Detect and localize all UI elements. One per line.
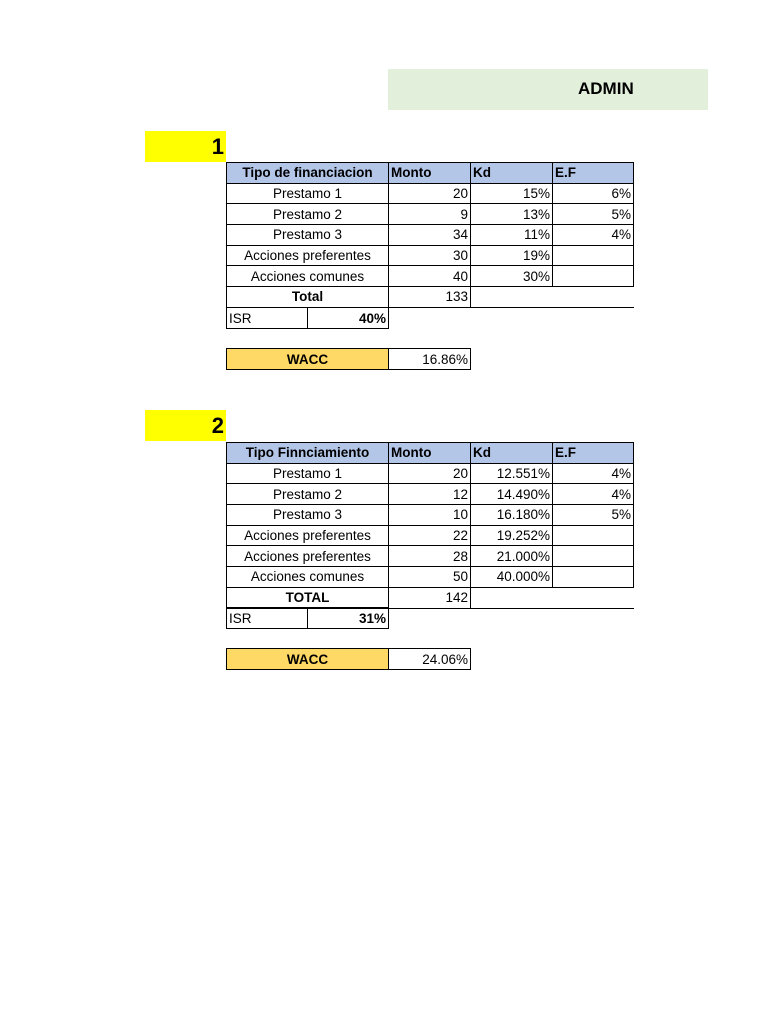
cell-ef[interactable] [553, 546, 634, 567]
section-1-isr [226, 307, 389, 329]
banner-title: ADMIN [578, 79, 634, 98]
header-tipo[interactable]: Tipo de financiacion [227, 163, 389, 184]
cell-tipo[interactable]: Prestamo 1 [227, 463, 389, 484]
cell-ef[interactable]: 4% [553, 484, 634, 505]
table-row [227, 546, 634, 567]
isr-value[interactable]: 31% [308, 608, 389, 629]
table-row [227, 204, 634, 225]
section-2-wacc [226, 648, 471, 670]
header-ef[interactable]: E.F [553, 163, 634, 184]
cell-kd[interactable]: 14.490% [471, 484, 553, 505]
title-banner [388, 69, 708, 110]
header-monto[interactable]: Monto [389, 163, 471, 184]
isr-label[interactable]: ISR [227, 308, 308, 329]
total-empty-kd[interactable] [471, 287, 553, 308]
section-1-number: 1 [211, 134, 224, 159]
table-header-row [227, 163, 634, 184]
cell-tipo[interactable]: Prestamo 3 [227, 225, 389, 246]
cell-monto[interactable]: 20 [389, 183, 471, 204]
table-row [227, 463, 634, 484]
cell-kd[interactable]: 19% [471, 245, 553, 266]
cell-ef[interactable]: 5% [553, 204, 634, 225]
cell-monto[interactable]: 34 [389, 225, 471, 246]
total-empty-kd[interactable] [471, 587, 553, 608]
cell-ef[interactable]: 4% [553, 225, 634, 246]
cell-kd[interactable]: 16.180% [471, 505, 553, 526]
cell-kd[interactable]: 19.252% [471, 525, 553, 546]
cell-ef[interactable]: 6% [553, 183, 634, 204]
cell-ef[interactable]: 4% [553, 463, 634, 484]
header-monto[interactable]: Monto [389, 443, 471, 464]
cell-ef[interactable] [553, 567, 634, 588]
total-value[interactable]: 142 [389, 587, 471, 608]
cell-kd[interactable]: 40.000% [471, 567, 553, 588]
wacc-label[interactable]: WACC [227, 349, 389, 370]
cell-tipo[interactable]: Prestamo 1 [227, 183, 389, 204]
cell-kd[interactable]: 15% [471, 183, 553, 204]
cell-ef[interactable] [553, 245, 634, 266]
section-2-number-cell[interactable] [145, 410, 226, 441]
cell-tipo[interactable]: Acciones comunes [227, 567, 389, 588]
table-row [227, 183, 634, 204]
wacc-value[interactable]: 24.06% [389, 649, 471, 670]
cell-tipo[interactable]: Prestamo 2 [227, 204, 389, 225]
cell-monto[interactable]: 50 [389, 567, 471, 588]
cell-kd[interactable]: 21.000% [471, 546, 553, 567]
table-row [227, 567, 634, 588]
cell-kd[interactable]: 30% [471, 266, 553, 287]
header-ef[interactable]: E.F [553, 443, 634, 464]
section-2-financing-table [226, 442, 634, 609]
cell-ef[interactable] [553, 525, 634, 546]
cell-ef[interactable] [553, 266, 634, 287]
wacc-value[interactable]: 16.86% [389, 349, 471, 370]
section-1-wacc [226, 348, 471, 370]
total-row [227, 287, 634, 308]
cell-kd[interactable]: 11% [471, 225, 553, 246]
cell-kd[interactable]: 12.551% [471, 463, 553, 484]
table-row [227, 484, 634, 505]
table-row [227, 245, 634, 266]
section-1-financing-table [226, 162, 634, 308]
section-2-isr [226, 607, 389, 629]
section-1-number-cell[interactable] [145, 131, 226, 162]
cell-monto[interactable]: 40 [389, 266, 471, 287]
table-row [227, 505, 634, 526]
cell-monto[interactable]: 22 [389, 525, 471, 546]
cell-monto[interactable]: 9 [389, 204, 471, 225]
table-row [227, 225, 634, 246]
header-kd[interactable]: Kd [471, 443, 553, 464]
header-kd[interactable]: Kd [471, 163, 553, 184]
total-value[interactable]: 133 [389, 287, 471, 308]
cell-monto[interactable]: 30 [389, 245, 471, 266]
cell-tipo[interactable]: Acciones preferentes [227, 525, 389, 546]
cell-tipo[interactable]: Prestamo 2 [227, 484, 389, 505]
cell-monto[interactable]: 12 [389, 484, 471, 505]
wacc-label[interactable]: WACC [227, 649, 389, 670]
total-empty-ef[interactable] [553, 587, 634, 608]
cell-monto[interactable]: 10 [389, 505, 471, 526]
isr-value[interactable]: 40% [308, 308, 389, 329]
cell-kd[interactable]: 13% [471, 204, 553, 225]
cell-ef[interactable]: 5% [553, 505, 634, 526]
total-label[interactable]: TOTAL [227, 587, 389, 608]
cell-tipo[interactable]: Acciones preferentes [227, 546, 389, 567]
table-row [227, 266, 634, 287]
header-tipo[interactable]: Tipo Finnciamiento [227, 443, 389, 464]
table-header-row [227, 443, 634, 464]
total-empty-ef[interactable] [553, 287, 634, 308]
cell-monto[interactable]: 28 [389, 546, 471, 567]
isr-label[interactable]: ISR [227, 608, 308, 629]
section-2-number: 2 [211, 413, 224, 438]
cell-tipo[interactable]: Acciones comunes [227, 266, 389, 287]
cell-tipo[interactable]: Prestamo 3 [227, 505, 389, 526]
total-row [227, 587, 634, 608]
table-row [227, 525, 634, 546]
cell-tipo[interactable]: Acciones preferentes [227, 245, 389, 266]
total-label[interactable]: Total [227, 287, 389, 308]
cell-monto[interactable]: 20 [389, 463, 471, 484]
